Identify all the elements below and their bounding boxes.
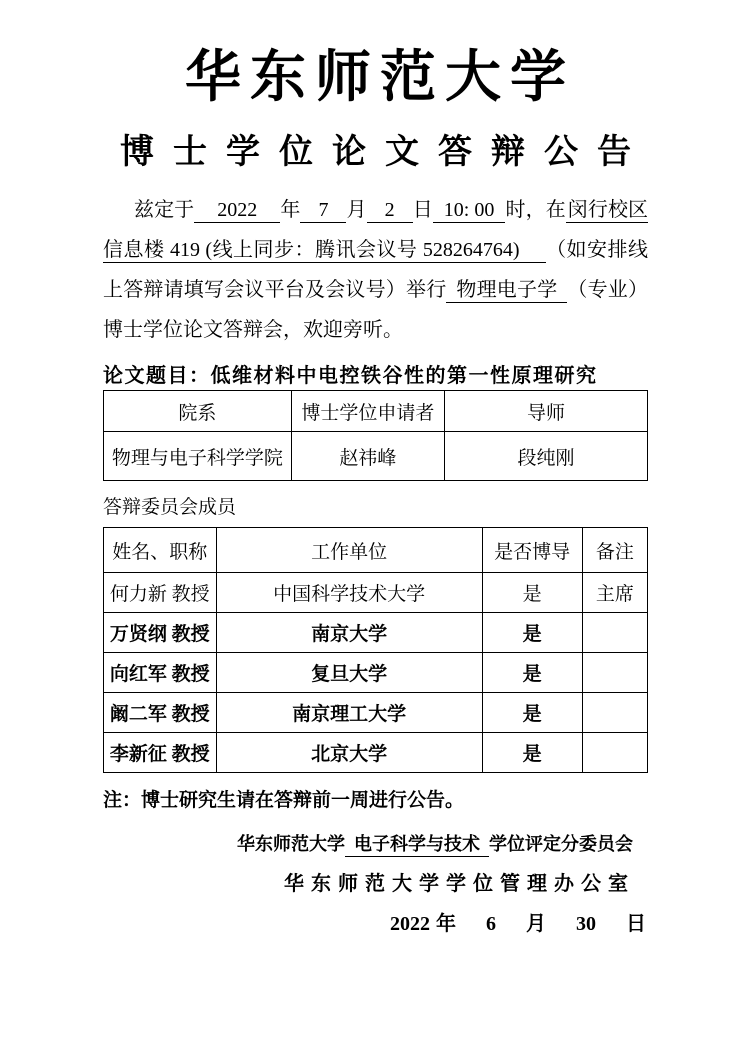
name-title-header: 姓名、职称 xyxy=(104,528,217,573)
info-table-header-row xyxy=(104,391,648,432)
member-name-cell: 李新征 教授 xyxy=(104,733,217,773)
committee-row xyxy=(104,733,648,773)
member-supervisor-cell: 是 xyxy=(482,733,582,773)
remarks-header: 备注 xyxy=(582,528,647,573)
member-note-cell xyxy=(582,693,647,733)
committee-row xyxy=(104,653,648,693)
date-month: 6 xyxy=(486,913,496,935)
signature-block xyxy=(103,824,648,944)
date-month-label: 月 xyxy=(526,913,546,935)
advisor-cell: 段纯刚 xyxy=(445,432,648,481)
applicant-cell: 赵祎峰 xyxy=(291,432,444,481)
member-affiliation-cell: 中国科学技术大学 xyxy=(216,573,482,613)
signature-department: 电子科学与技术 xyxy=(345,834,489,857)
day-label: 日 xyxy=(412,199,433,221)
defense-year-value: 2022 xyxy=(194,199,280,223)
applicant-info-table xyxy=(103,390,648,481)
member-supervisor-cell: 是 xyxy=(482,693,582,733)
announcement-paragraph xyxy=(103,190,648,350)
defense-time-value: 10: 00 xyxy=(433,199,506,223)
member-name-cell: 万贤纲 教授 xyxy=(104,613,217,653)
committee-section-label: 答辩委员会成员 xyxy=(103,497,237,518)
signature-prefix: 华东师范大学 xyxy=(237,834,345,854)
member-supervisor-cell: 是 xyxy=(482,653,582,693)
supervisor-header: 是否博导 xyxy=(482,528,582,573)
thesis-title-line xyxy=(103,363,648,390)
thesis-title-text: 低维材料中电控铁谷性的第一性原理研究 xyxy=(210,365,598,387)
member-note-cell xyxy=(582,733,647,773)
member-supervisor-cell: 是 xyxy=(482,613,582,653)
member-name-cell: 向红军 教授 xyxy=(104,653,217,693)
month-label: 月 xyxy=(346,199,367,221)
member-affiliation-cell: 北京大学 xyxy=(216,733,482,773)
signature-suffix: 学位评定分委员会 xyxy=(489,834,633,854)
committee-row xyxy=(104,613,648,653)
time-label: 时，在 xyxy=(505,199,566,221)
committee-row xyxy=(104,573,648,613)
page-title-text: 博士学位论文答辩公告 xyxy=(120,134,650,171)
member-name-cell: 何力新 教授 xyxy=(104,573,217,613)
page-title xyxy=(103,130,648,176)
committee-table xyxy=(103,527,648,773)
year-label: 年 xyxy=(280,199,301,221)
member-note-cell xyxy=(582,613,647,653)
date-day-label: 日 xyxy=(626,913,646,935)
member-supervisor-cell: 是 xyxy=(482,573,582,613)
university-title xyxy=(103,42,648,114)
affiliation-header: 工作单位 xyxy=(216,528,482,573)
department-header: 院系 xyxy=(104,391,292,432)
signature-date-line xyxy=(103,904,648,944)
degree-office-text: 华东师范大学学位管理办公室 xyxy=(284,873,635,895)
date-day: 30 xyxy=(576,913,596,935)
announcement-middle: （如安排线上答辩请填写会议平台及会议号）举行 xyxy=(103,239,649,301)
advisor-header: 导师 xyxy=(445,391,648,432)
info-table-data-row xyxy=(104,432,648,481)
announcement-tail: （专业）博士学位论文答辩会，欢迎旁听。 xyxy=(103,279,649,341)
defense-day-value: 2 xyxy=(367,199,413,223)
member-note-cell xyxy=(582,653,647,693)
committee-header-row xyxy=(104,528,648,573)
member-affiliation-cell: 南京大学 xyxy=(216,613,482,653)
subcommittee-signature-line xyxy=(103,824,648,864)
footnote: 注：博士研究生请在答辩前一周进行公告。 xyxy=(103,790,465,811)
degree-office-signature-line xyxy=(103,864,648,904)
member-affiliation-cell: 复旦大学 xyxy=(216,653,482,693)
defense-month-value: 7 xyxy=(300,199,346,223)
applicant-header: 博士学位申请者 xyxy=(291,391,444,432)
committee-row xyxy=(104,693,648,733)
department-cell: 物理与电子科学学院 xyxy=(104,432,292,481)
member-affiliation-cell: 南京理工大学 xyxy=(216,693,482,733)
defense-venue-value: 闵行校区信息楼 419 (线上同步：腾讯会议号 528264764) xyxy=(103,199,649,261)
date-year-label: 年 xyxy=(436,913,456,935)
defense-major-value: 物理电子学 xyxy=(446,279,567,303)
university-title-text: 华东师范大学 xyxy=(185,47,575,109)
date-year: 2022 xyxy=(390,913,430,935)
member-name-cell: 阚二军 教授 xyxy=(104,693,217,733)
member-note-cell: 主席 xyxy=(582,573,647,613)
thesis-title-label: 论文题目： xyxy=(103,365,211,387)
announcement-lead: 兹定于 xyxy=(134,199,195,221)
